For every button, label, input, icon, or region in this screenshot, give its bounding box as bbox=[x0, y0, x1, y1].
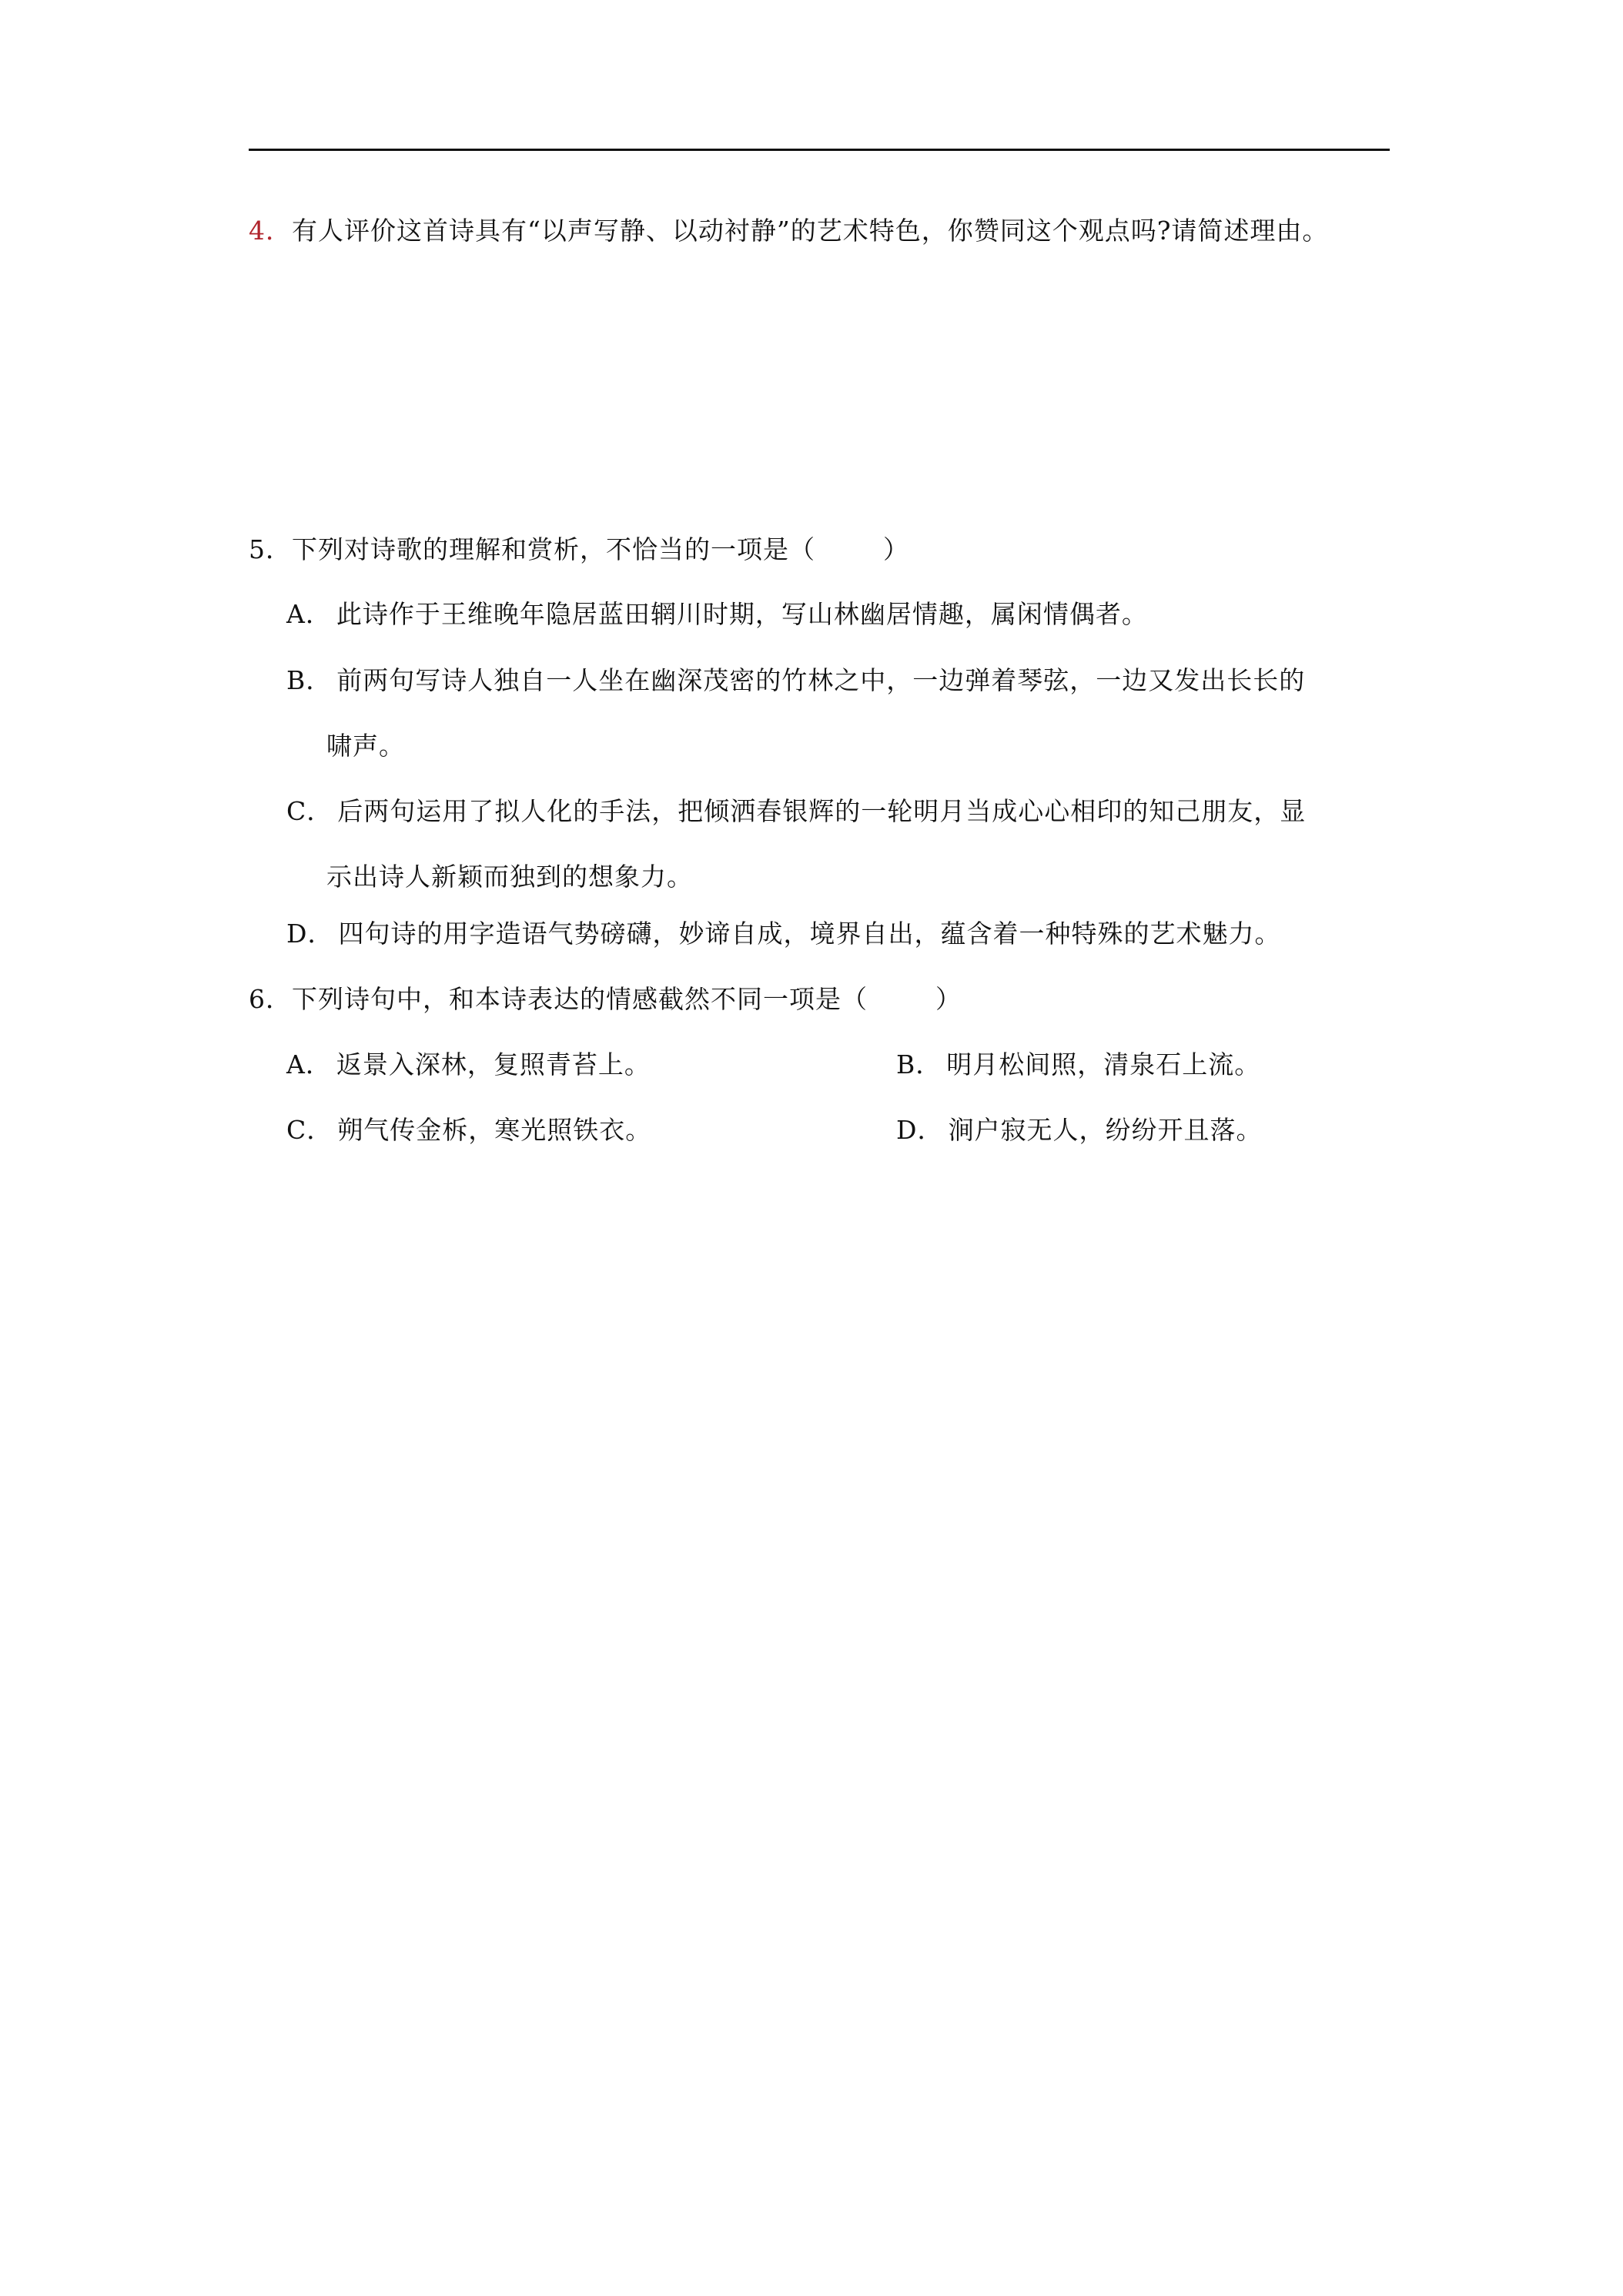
question-5-paren-close: ） bbox=[883, 534, 909, 564]
question-4-number: 4． bbox=[249, 216, 292, 246]
option-letter: A． bbox=[286, 599, 332, 629]
question-5-option-c-continuation bbox=[326, 860, 693, 894]
question-5-option-a bbox=[286, 597, 1148, 631]
question-6-paren-close: ） bbox=[935, 984, 962, 1014]
question-5-option-c bbox=[286, 795, 1306, 828]
question-6-stem: 下列诗句中，和本诗表达的情感截然不同一项是（ bbox=[292, 984, 868, 1014]
option-letter: B． bbox=[286, 665, 333, 695]
question-4 bbox=[249, 214, 1328, 248]
option-text: 后两句运用了拟人化的手法，把倾洒春银辉的一轮明月当成心心相印的知己朋友，显 bbox=[337, 796, 1307, 826]
option-text: 明月松间照，清泉石上流。 bbox=[946, 1049, 1261, 1079]
question-5-option-d bbox=[286, 917, 1280, 951]
header-rule bbox=[249, 149, 1390, 151]
option-text: 朔气传金柝，寒光照铁衣。 bbox=[337, 1115, 652, 1145]
question-4-text: 有人评价这首诗具有“以声写静、以动衬静”的艺术特色，你赞同这个观点吗?请简述理由。 bbox=[292, 216, 1329, 246]
question-6-number: 6． bbox=[249, 984, 292, 1014]
question-5-option-b-continuation bbox=[326, 729, 405, 763]
question-6 bbox=[249, 982, 962, 1016]
option-letter: A． bbox=[286, 1049, 332, 1079]
option-text: 四句诗的用字造语气势磅礴，妙谛自成，境界自出，蕴含着一种特殊的艺术魅力。 bbox=[338, 919, 1281, 949]
option-text: 示出诗人新颖而独到的想象力。 bbox=[326, 862, 693, 892]
question-5-option-b bbox=[286, 664, 1305, 698]
question-6-option-b bbox=[896, 1048, 1260, 1082]
question-6-option-d bbox=[896, 1113, 1262, 1147]
option-text: 前两句写诗人独自一人坐在幽深茂密的竹林之中，一边弹着琴弦，一边又发出长长的 bbox=[336, 665, 1306, 695]
option-letter: D． bbox=[896, 1115, 944, 1145]
option-letter: D． bbox=[286, 919, 334, 949]
question-5-number: 5． bbox=[249, 534, 292, 564]
option-letter: C． bbox=[286, 1115, 333, 1145]
option-text: 此诗作于王维晚年隐居蓝田辋川时期，写山林幽居情趣，属闲情偶者。 bbox=[336, 599, 1148, 629]
option-text: 涧户寂无人，纷纷开且落。 bbox=[948, 1115, 1263, 1145]
question-6-option-a bbox=[286, 1048, 651, 1082]
option-text: 啸声。 bbox=[326, 731, 405, 761]
question-6-option-c bbox=[286, 1113, 651, 1147]
option-text: 返景入深林，复照青苔上。 bbox=[336, 1049, 651, 1079]
question-5 bbox=[249, 533, 909, 567]
option-letter: B． bbox=[896, 1049, 942, 1079]
option-letter: C． bbox=[286, 796, 333, 826]
question-5-stem: 下列对诗歌的理解和赏析，不恰当的一项是（ bbox=[292, 534, 815, 564]
